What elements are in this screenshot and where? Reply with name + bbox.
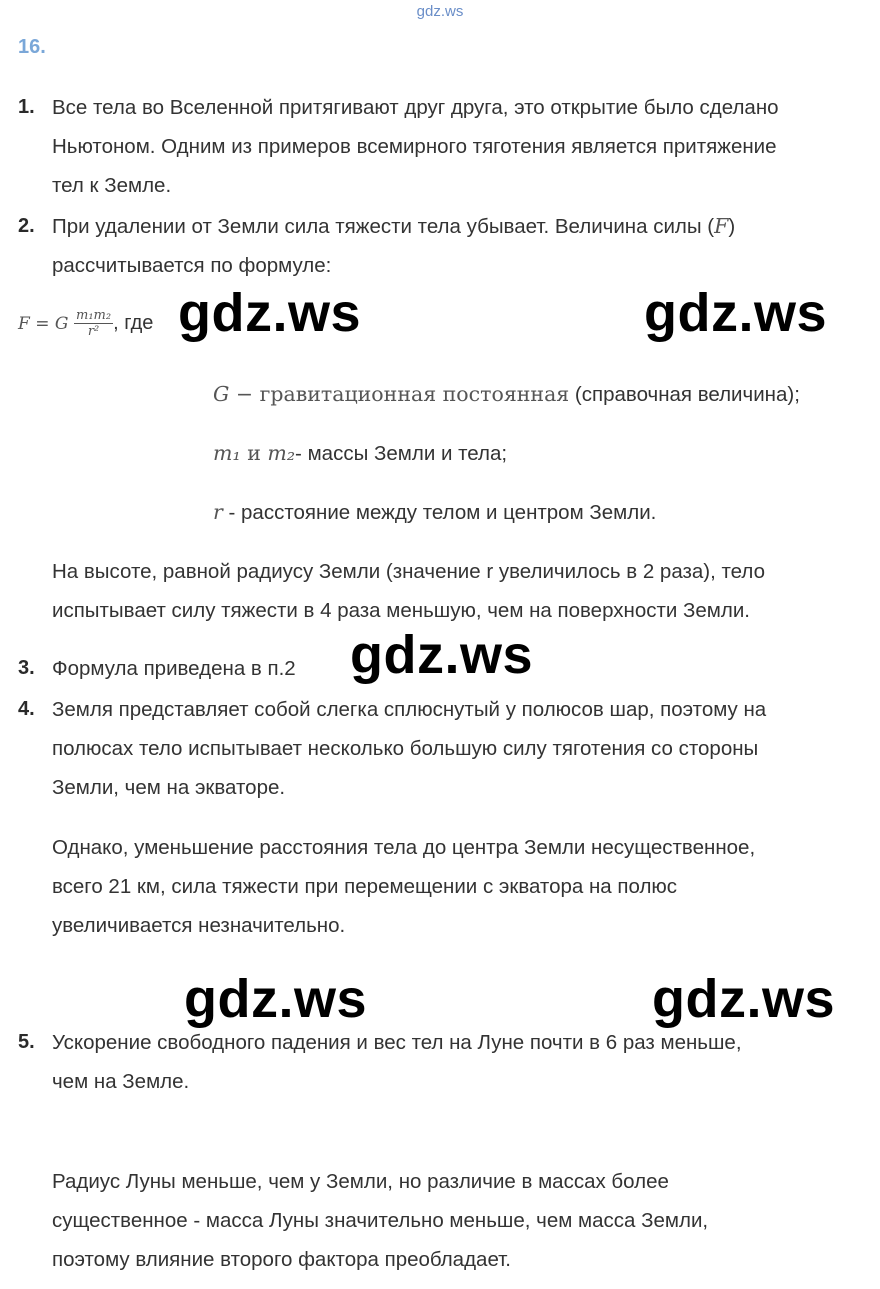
definition-masses: m₁ и m₂- массы Земли и тела; [213, 441, 508, 465]
paragraph-moon: Радиус Луны меньше, чем у Земли, но различие в массах более существенное - масса Луны значительно меньше, чем масса Земли, поэтому влияние второго фактора преобладает. [52, 1170, 709, 1271]
item-2-text: При удалении от Земли сила тяжести тела убывает. Величина силы (F) рассчитывается по формуле: [52, 214, 736, 277]
definition-r: r - расстояние между телом и центром Земли. [213, 500, 657, 524]
task-number: 16. [18, 36, 46, 58]
item-1-number: 1. [18, 96, 35, 118]
paragraph-polar: Однако, уменьшение расстояния тела до центра Земли несущественное, всего 21 км, сила тяжести при перемещении с экватора на полюс увеличивается незначительно. [52, 836, 756, 937]
paragraph-height: На высоте, равной радиусу Земли (значение r увеличилось в 2 раза), тело испытывает силу тяжести в 4 раза меньшую, чем на поверхности Земли. [52, 560, 765, 622]
watermark: gdz.ws [184, 969, 368, 1029]
item-4-number: 4. [18, 698, 35, 720]
item-1-text: Все тела во Вселенной притягивают друг друга, это открытие было сделано Ньютоном. Одним из примеров всемирного тяготения является притяжение тел к Земле. [52, 96, 779, 197]
top-watermark: gdz.ws [416, 3, 464, 20]
watermark: gdz.ws [350, 625, 534, 685]
watermark: gdz.ws [178, 283, 362, 343]
item-2-number: 2. [18, 215, 35, 237]
item-3-text: Формула приведена в п.2 [52, 657, 296, 680]
watermark: gdz.ws [652, 969, 836, 1029]
gravity-formula: F = G $\frac{\text{m₁m₂}}{\text{r²}}$ , где [18, 308, 154, 339]
definition-g: G − гравитационная постоянная (справочная величина); [213, 382, 800, 406]
watermark: gdz.ws [644, 283, 828, 343]
item-5-text: Ускорение свободного падения и вес тел на Луне почти в 6 раз меньше, чем на Земле. [52, 1031, 742, 1093]
item-3-number: 3. [18, 657, 35, 679]
item-4-text: Земля представляет собой слегка сплюснутый у полюсов шар, поэтому на полюсах тело испытывает несколько большую силу тяготения со стороны Земли, чем на экваторе. [52, 698, 767, 799]
item-5-number: 5. [18, 1031, 35, 1053]
formula-fraction: $\frac{\text{m₁m₂}}{\text{r²}}$ [76, 308, 112, 339]
